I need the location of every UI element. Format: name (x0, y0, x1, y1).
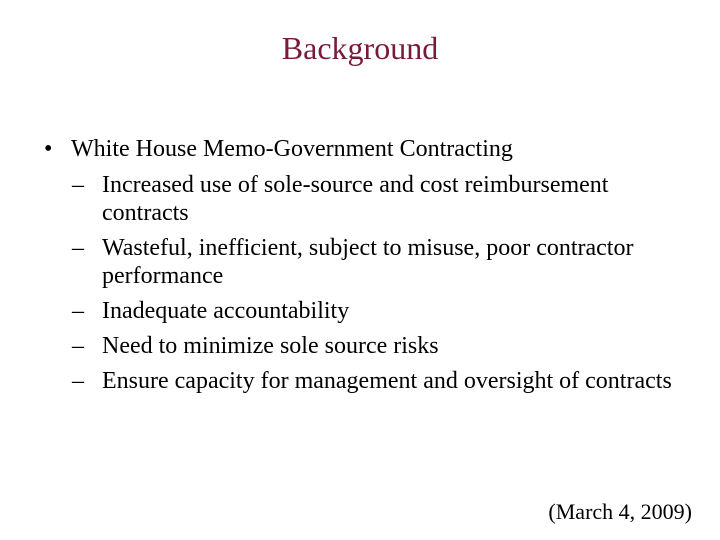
dash-marker: – (72, 235, 84, 261)
dash-marker: – (72, 172, 84, 198)
sub-bullet-item (72, 234, 692, 290)
main-bullet (44, 134, 684, 164)
sub-bullet-text: Ensure capacity for management and oversight of contracts (102, 368, 672, 394)
main-bullet-text: White House Memo-Government Contracting (71, 136, 513, 162)
bullet-marker: • (44, 136, 53, 162)
slide-title: Background (281, 30, 439, 66)
sub-bullet-item (72, 367, 692, 395)
sub-bullet-item (72, 332, 692, 360)
sub-bullet-list (72, 171, 692, 402)
dash-marker: – (72, 368, 84, 394)
sub-bullet-text: Need to minimize sole source risks (102, 333, 439, 359)
dash-marker: – (72, 298, 84, 324)
sub-bullet-text: Wasteful, inefficient, subject to misuse, poor contractor performance (102, 235, 634, 289)
sub-bullet-item (72, 171, 692, 227)
memo-date: (March 4, 2009) (548, 499, 692, 524)
sub-bullet-text: Inadequate accountability (102, 298, 350, 324)
dash-marker: – (72, 333, 84, 359)
sub-bullet-item (72, 297, 692, 325)
sub-bullet-text: Increased use of sole-source and cost reimbursement contracts (102, 172, 609, 226)
